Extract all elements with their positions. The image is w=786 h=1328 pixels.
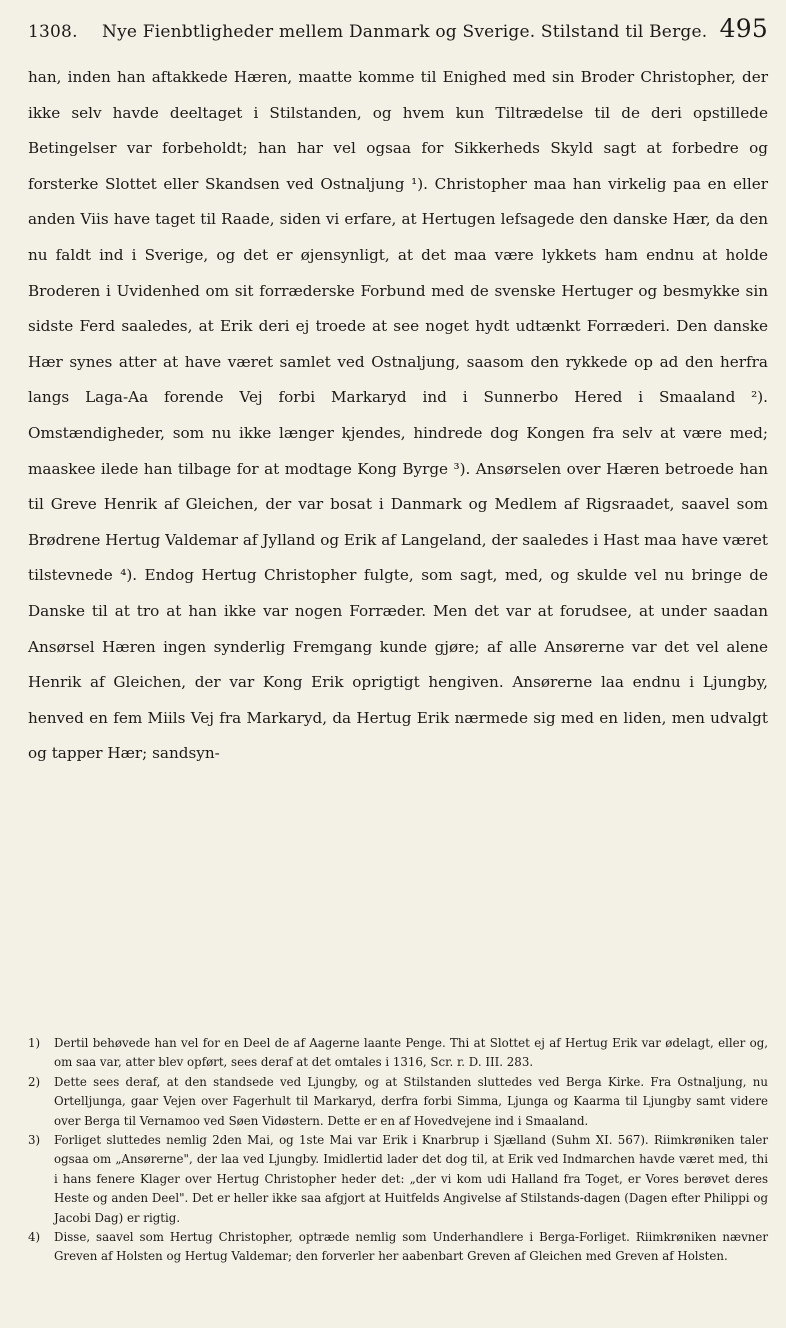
footnote-1 [28, 1034, 768, 1073]
footnotes [28, 1034, 768, 1267]
body-paragraph: han, inden han aftakkede Hæren, maatte komme til Enighed med sin Broder Christopher, der ikke selv havde deeltaget i Stilstanden, og hvem kun Tiltrædelse til de deri opstillede Betingelser var forbeholdt; han har vel ogsaa for Sikkerheds Skyld sagt at forbedre og forsterke Slottet eller Skandsen ved Ostnaljung ¹). Christopher maa han virkelig paa en eller anden Viis have taget til Raade, siden vi erfare, at Hertugen lefsagede den danske Hær, da den nu faldt ind i Sverige, og det er øjensynligt, at det maa være lykkets ham endnu at holde Broderen i Uvidenhed om sit forræderske Forbund med de svenske Hertuger og besmykke sin sidste Ferd saaledes, at Erik deri ej troede at see noget hydt udtænkt Forræderi. Den danske Hær synes atter at have været samlet ved Ostnaljung, saasom den rykkede op ad den herfra langs Laga-Aa forende Vej forbi Markaryd ind i Sunnerbo Hered i Smaaland ²). Omstændigheder, som nu ikke længer kjendes, hindrede dog Kongen fra selv at være med; maaskee ilede han tilbage for at modtage Kong Byrge ³). Ansørselen over Hæren betroede han til Greve Henrik af Gleichen, der var bosat i Danmark og Medlem af Rigsraadet, saavel som Brødrene Hertug Valdemar af Jylland og Erik af Langeland, der saaledes i Hast maa have været tilstevnede ⁴). Endog Hertug Christopher fulgte, som sagt, med, og skulde vel nu bringe de Danske til at tro at han ikke var nogen Forræder. Men det var at forudsee, at under saadan Ansørsel Hæren ingen synderlig Fremgang kunde gjøre; af alle Ansørerne var det vel alene Henrik af Gleichen, der var Kong Erik oprigtigt hengiven. Ansørerne laa endnu i Ljungby, henved en fem Miils Vej fra Markaryd, da Hertug Erik nærmede sig med en liden, men udvalgt og tapper Hær; sandsyn- [28, 68, 768, 763]
footnote-number: 3) [28, 1133, 41, 1148]
footnote-number: 4) [28, 1230, 41, 1245]
header-year: 1308. [28, 22, 78, 42]
footnote-number: 1) [28, 1036, 41, 1050]
footnote-text: Forliget sluttedes nemlig 2den Mai, og 1ste Mai var Erik i Knarbrup i Sjælland (Suhm XI. 567). Riimkrøniken taler ogsaa om „Ansørerne", der laa ved Ljungby. Imidlertid lader det dog til, at Erik ved Indmarchen havde været med, thi i hans fenere Klager over Hertug Christopher heder det: „der vi kom udi Halland fra Toget, er Vores berøvet deres Heste og anden Deel". Det er heller ikke saa afgjort at Huitfelds Angivelse af Stilstands-dagen (Dagen efter Philippi og Jacobi Dag) er rigtig. [54, 1133, 768, 1225]
page-number: 495 [719, 14, 768, 43]
footnote-text: Dette sees deraf, at den standsede ved Ljungby, og at Stilstanden sluttedes ved Berga Kirke. Fra Ostnaljung, nu Ortelljunga, gaar Vejen over Fagerhult til Markaryd, derfra forbi Simma, Ljunga og Kaarma til Ljungby samt videre over Berga til Vernamoo ved Søen Vidøstern. Dette er en af Hovedvejene ind i Smaaland. [54, 1074, 768, 1128]
running-header [28, 14, 768, 48]
footnote-4 [28, 1228, 768, 1267]
footnote-number: 2) [28, 1074, 41, 1089]
footnote-text: Dertil behøvede han vel for en Deel de af Aagerne laante Penge. Thi at Slottet ej af Hertug Erik var ødelagt, eller og, om saa var, atter blev opført, sees deraf at det omtales i 1316, Scr. r. D. III. 283. [54, 1036, 768, 1070]
footnote-2 [28, 1073, 768, 1131]
footnote-3 [28, 1131, 768, 1228]
header-title: Nye Fienbtligheder mellem Danmark og Sverige. Stilstand til Berge. [102, 22, 708, 42]
footnote-text: Disse, saavel som Hertug Christopher, optræde nemlig som Underhandlere i Berga-Forliget. Riimkrøniken nævner Greven af Holsten og Hertug Valdemar; den forverler her aabenbart Greven af Gleichen med Greven af Holsten. [54, 1230, 768, 1264]
page [28, 14, 768, 1264]
main-text [28, 60, 768, 772]
